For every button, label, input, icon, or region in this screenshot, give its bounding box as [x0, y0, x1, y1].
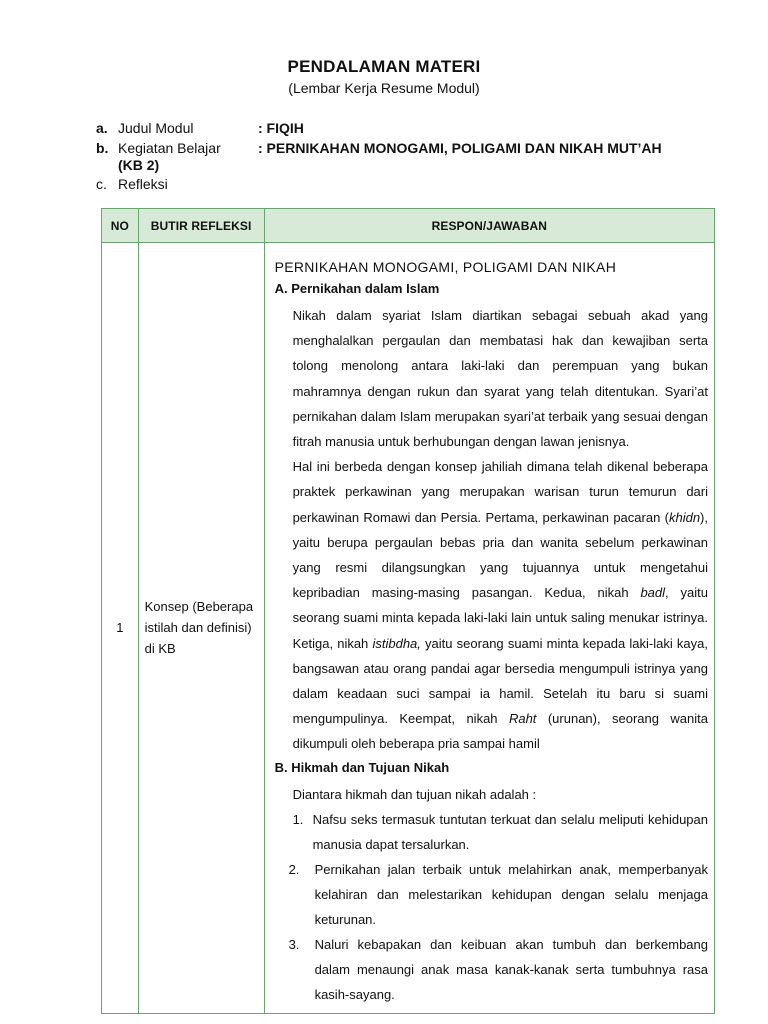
list-item: 2. Pernikahan jalan terbaik untuk melahirkan anak, memperbanyak kelahiran dan melestarikan kehidupan dengan selalu menjaga keturunan.: [288, 861, 708, 927]
section-b-title: B. Hikmah dan Tujuan Nikah: [274, 759, 450, 775]
meta-label: Kegiatan Belajar: [118, 140, 221, 156]
row-butir: Konsep (Beberapa istilah dan definisi) di KB: [138, 243, 264, 1014]
reflection-table: [101, 208, 715, 1014]
table-header-row: [102, 209, 715, 243]
row-respon: [264, 243, 714, 1014]
hikmah-list: [275, 807, 708, 1007]
header-no: NO: [102, 209, 139, 243]
meta-label: Refleksi: [118, 176, 168, 192]
page-subtitle: (Lembar Kerja Resume Modul): [288, 80, 480, 96]
row-number: 1: [102, 243, 139, 1014]
list-item: 1. Nafsu seks termasuk tuntutan terkuat dan selalu meliputi kehidupan manusia dapat tersalurkan.: [292, 811, 708, 852]
meta-label: Judul Modul: [118, 120, 194, 136]
paragraph-2: Hal ini berbeda dengan konsep jahiliah dimana telah dikenal beberapa praktek perkawinan yang merupakan warisan turun temurun dari perkawinan Romawi dan Persia. Pertama, perkawinan pacaran (khidn), yaitu berupa pergaulan bebas pria dan wanita sebelum perkawinan yang resmi dilangsungkan yang tujuannya untuk mengetahui kepribadian masing-masing pasangan. Kedua, nikah badl, yaitu seorang suami minta kepada laki-laki lain untuk saling menukar istrinya. Ketiga, nikah istibdha, yaitu seorang suami minta kepada laki-laki kaya, bangsawan atau orang pandai agar bersedia mengumpuli istrinya yang dalam keadaan suci sampai ia hamil. Setelah itu baru si suami mengumpulinya. Keempat, nikah Raht (urunan), seorang wanita dikumpuli oleh beberapa pria sampai hamil: [292, 459, 709, 752]
meta-value: : PERNIKAHAN MONOGAMI, POLIGAMI DAN NIKAH MUT’AH: [258, 140, 662, 156]
meta-letter: c.: [96, 176, 107, 192]
meta-value: : FIQIH: [258, 120, 304, 136]
response-heading: PERNIKAHAN MONOGAMI, POLIGAMI DAN NIKAH: [274, 259, 617, 275]
header-respon: RESPON/JAWABAN: [264, 209, 714, 243]
meta-label-kb: (KB 2): [118, 157, 160, 173]
meta-letter: a.: [96, 120, 108, 136]
list-item: 3. Naluri kebapakan dan keibuan akan tumbuh dan berkembang dalam menaungi anak masa kanak-kanak serta tumbuhnya rasa kasih-sayang.: [288, 936, 708, 1002]
meta-letter: b.: [96, 140, 109, 156]
paragraph-1: Nikah dalam syariat Islam diartikan sebagai sebuah akad yang menghalalkan pergaulan dan membatasi hak dan kewajiban serta tolong menolong antara laki-laki dan perempuan yang bukan mahramnya dengan rukun dan syarat yang telah ditentukan. Syari’at pernikahan dalam Islam merupakan syari’at terbaik yang sesuai dengan fitrah manusia untuk berhubungan dengan lawan jenisnya.: [292, 308, 708, 450]
section-a-title: A. Pernikahan dalam Islam: [274, 281, 440, 296]
section-b-intro: Diantara hikmah dan tujuan nikah adalah :: [292, 786, 537, 802]
table-row: [102, 243, 715, 1014]
header-butir: BUTIR REFLEKSI: [138, 209, 264, 243]
page-title: PENDALAMAN MATERI: [287, 57, 481, 76]
